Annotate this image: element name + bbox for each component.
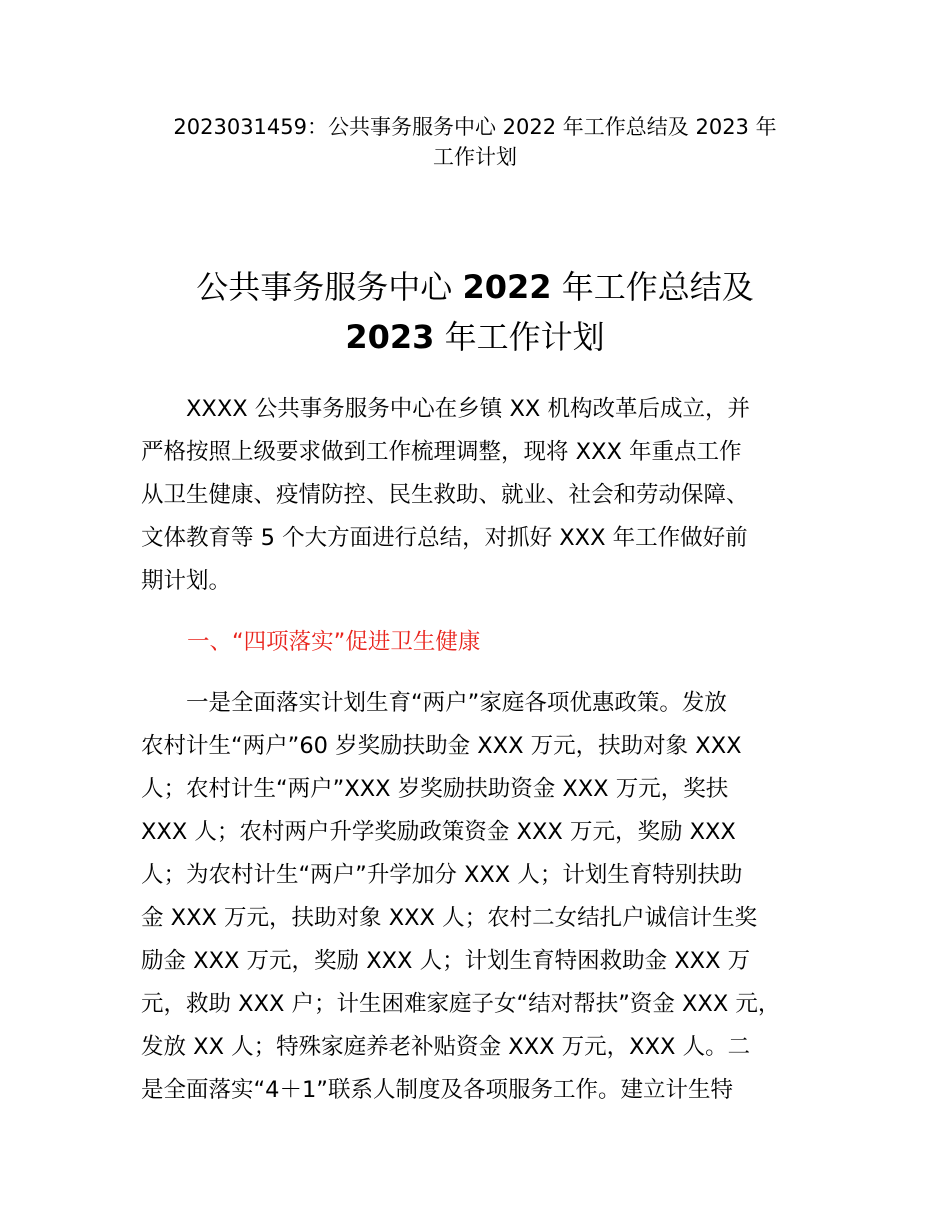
header-line-1: 2023031459：公共事务服务中心 2022 年工作总结及 2023 年 bbox=[173, 115, 777, 139]
title-line-2-text-b: 年工作计划 bbox=[434, 318, 605, 356]
intro-paragraph bbox=[141, 388, 831, 603]
text-line: 文体教育等 5 个大方面进行总结，对抓好 XXX 年工作做好前 bbox=[141, 525, 748, 551]
text-line: XXX 人；农村两户升学奖励政策资金 XXX 万元，奖励 XXX bbox=[141, 819, 736, 845]
text-line: 元，救助 XXX 户；计生困难家庭子女“结对帮扶”资金 XXX 元， bbox=[141, 991, 781, 1017]
section-heading-1: 一、“四项落实”促进卫生健康 bbox=[187, 629, 481, 655]
title-year-2023: 2023 bbox=[345, 318, 435, 356]
text-line: 期计划。 bbox=[141, 568, 232, 594]
document-title bbox=[80, 262, 870, 362]
text-line: 金 XXX 万元，扶助对象 XXX 人；农村二女结扎户诚信计生奖 bbox=[141, 905, 758, 931]
title-line-1 bbox=[80, 262, 870, 312]
document-header bbox=[80, 112, 870, 172]
text-line: 人；为农村计生“两户”升学加分 XXX 人；计划生育特别扶助 bbox=[141, 862, 743, 888]
header-line-2: 工作计划 bbox=[433, 145, 517, 169]
text-line: 发放 XX 人；特殊家庭养老补贴资金 XXX 万元，XXX 人。二 bbox=[141, 1034, 751, 1060]
title-line-1-text-c: 年工作总结及 bbox=[551, 268, 754, 306]
title-year-2022: 2022 bbox=[462, 268, 552, 306]
text-line: 从卫生健康、疫情防控、民生救助、就业、社会和劳动保障、 bbox=[141, 482, 749, 508]
section-1-paragraph bbox=[141, 682, 831, 1112]
title-line-1-text-a: 公共事务服务中心 bbox=[196, 268, 463, 306]
text-line: 严格按照上级要求做到工作梳理调整，现将 XXX 年重点工作 bbox=[141, 439, 742, 465]
title-line-2 bbox=[80, 312, 870, 362]
text-line: 农村计生“两户”60 岁奖励扶助金 XXX 万元，扶助对象 XXX bbox=[141, 733, 742, 759]
text-line: 一是全面落实计划生育“两户”家庭各项优惠政策。发放 bbox=[141, 690, 727, 716]
text-line: 励金 XXX 万元，奖励 XXX 人；计划生育特困救助金 XXX 万 bbox=[141, 948, 751, 974]
text-line: 人；农村计生“两户”XXX 岁奖励扶助资金 XXX 万元，奖扶 bbox=[141, 776, 729, 802]
text-line: 是全面落实“4＋1”联系人制度及各项服务工作。建立计生特 bbox=[141, 1077, 733, 1103]
text-line: XXXX 公共事务服务中心在乡镇 XX 机构改革后成立，并 bbox=[141, 396, 750, 422]
